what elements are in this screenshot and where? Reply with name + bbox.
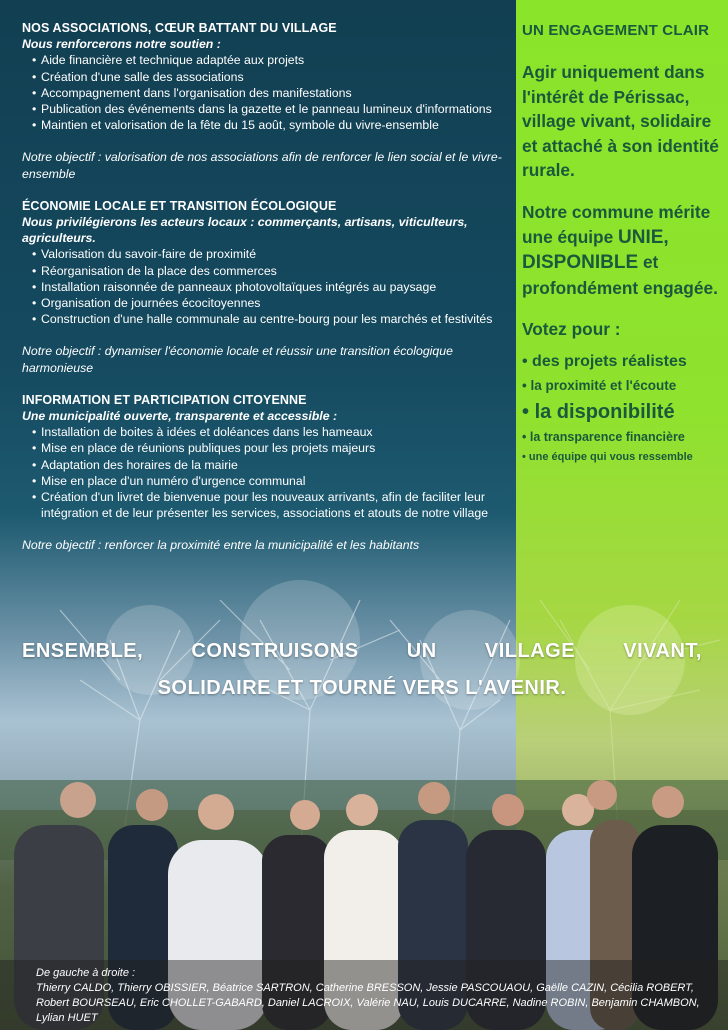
section-subtitle: Nous renforcerons notre soutien : [22,37,221,52]
list-item: • Création d'un livret de bienvenue pour les nouveaux arrivants, afin de faciliter leur intégration et de leur présenter les services, associations et atouts de notre village [34,489,512,521]
section-objective: Notre objectif : valorisation de nos associations afin de renforcer le lien social et le vivre-ensemble [22,150,502,181]
vote-item: • la disponibilité [522,400,722,424]
engagement-statement: Agir uniquement dans l'intérêt de Périssac, village vivant, solidaire et attaché à son identité rurale. [522,62,719,181]
engagement-team-statement [522,200,722,300]
list-item: • Construction d'une halle communale au centre-bourg pour les marchés et festivités [34,311,512,327]
list-item: • Accompagnement dans l'organisation des manifestations [34,85,512,101]
engagement-column [522,22,722,470]
list-item: • Publication des événements dans la gazette et le panneau lumineux d'informations [34,101,512,117]
engagement-title: UN ENGAGEMENT CLAIR [522,22,710,39]
bullet-list [22,424,512,521]
section-citizen [22,392,512,554]
section-subtitle: Une municipalité ouverte, transparente et accessible : [22,409,338,424]
section-subtitle: Nous privilégierons les acteurs locaux : commerçants, artisans, viticulteurs, agriculteurs. [22,215,468,246]
section-objective: Notre objectif : renforcer la proximité entre la municipalité et les habitants [22,538,420,553]
list-item: • Mise en place d'un numéro d'urgence communal [34,473,512,489]
section-title: INFORMATION ET PARTICIPATION CITOYENNE [22,392,307,407]
slogan-word: VIVANT, [623,640,702,662]
caption-names-line-2: Robert BOURSEAU, Eric CHOLLET-GABARD, Daniel LACROIX, Valérie NAU, Louis DUCARRE, Nadine ROBIN, Benjamin CHAMBON, Lylian HUET [36,997,700,1024]
section-title: ÉCONOMIE LOCALE ET TRANSITION ÉCOLOGIQUE [22,198,337,213]
team-emphasis: UNIE, DISPONIBLE [522,226,669,274]
slogan [22,640,702,700]
vote-item: • des projets réalistes [522,352,722,371]
list-item: • Aide financière et technique adaptée aux projets [34,52,512,68]
list-item: • Création d'une salle des associations [34,69,512,85]
list-item: • Mise en place de réunions publiques pour les projets majeurs [34,440,512,456]
slogan-word: VILLAGE [484,640,576,662]
team-text-start: Notre commune mérite une équipe [522,201,711,247]
slogan-line-2: SOLIDAIRE ET TOURNÉ VERS L'AVENIR. [157,677,567,699]
program-column [22,20,512,554]
photo-caption [36,966,726,1026]
bullet-list [22,52,512,133]
list-item: • Installation de boites à idées et doléances dans les hameaux [34,424,512,440]
section-economy [22,198,512,376]
list-item: • Réorganisation de la place des commerces [34,263,512,279]
vote-item: • une équipe qui vous ressemble [522,451,722,464]
slogan-line-1 [22,640,702,663]
list-item: • Organisation de journées écocitoyennes [34,295,512,311]
list-item: • Valorisation du savoir-faire de proximité [34,246,512,262]
slogan-word: ENSEMBLE, [22,640,144,662]
caption-names-line-1: Thierry CALDO, Thierry OBISSIER, Béatrice SARTRON, Catherine BRESSON, Jessie PASCOUAOU, Gaëlle CAZIN, Cécilia ROBERT, [36,982,694,994]
section-associations [22,20,512,182]
slogan-word: CONSTRUISONS [191,640,359,662]
vote-title: Votez pour : [522,319,621,340]
team-text-end: et profondément engagée. [522,252,718,298]
list-item: • Installation raisonnée de panneaux photovoltaïques intégrés au paysage [34,279,512,295]
caption-intro: De gauche à droite : [36,967,136,979]
list-item: • Maintien et valorisation de la fête du 15 août, symbole du vivre-ensemble [34,117,512,133]
section-objective: Notre objectif : dynamiser l'économie locale et réussir une transition écologique harmonieuse [22,344,453,375]
list-item: • Adaptation des horaires de la mairie [34,457,512,473]
slogan-word: UN [406,640,437,662]
vote-list [522,352,722,464]
vote-item: • la proximité et l'écoute [522,378,722,394]
section-title: NOS ASSOCIATIONS, CŒUR BATTANT DU VILLAGE [22,21,337,35]
vote-item: • la transparence financière [522,430,722,445]
bullet-list [22,246,512,327]
